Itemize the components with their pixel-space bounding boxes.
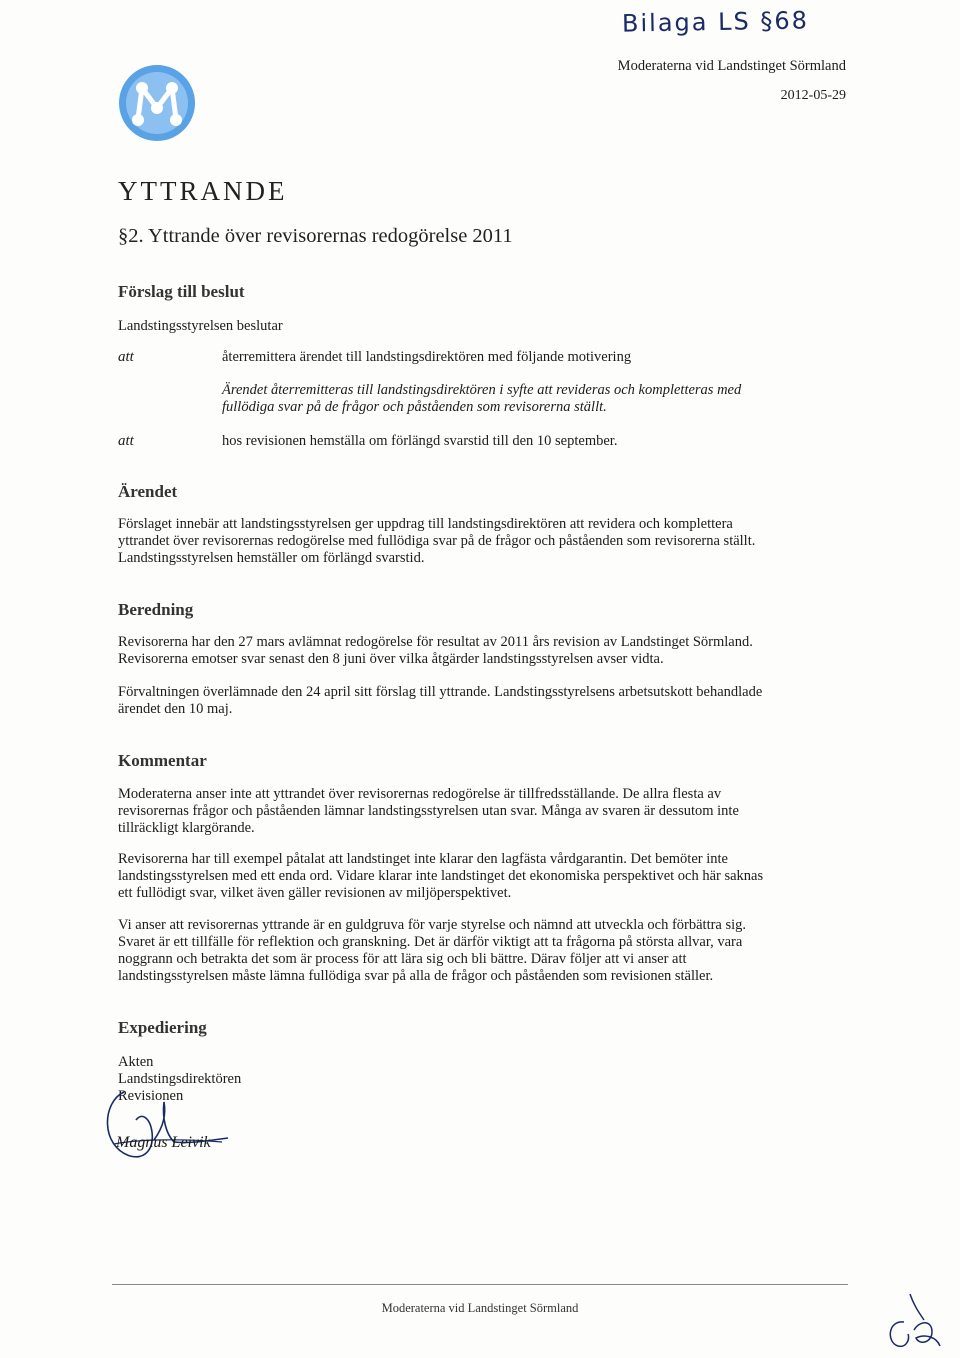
att-quote-line-1: Ärendet återremitteras till landstingsdirektören i syfte att revideras och kompletteras med: [222, 382, 742, 398]
text-line: Revisorerna har den 27 mars avlämnat redogörelse för resultat av 2011 års revision av Landstinget Sörmland.: [118, 634, 753, 650]
section-heading-kommentar: Kommentar: [118, 751, 207, 770]
decision-heading: Förslag till beslut: [118, 282, 245, 301]
footer-organization: Moderaterna vid Landstinget Sörmland: [381, 1301, 579, 1315]
recipient-item: Akten: [118, 1054, 154, 1070]
signature-name: Magnus Leivik: [116, 1134, 211, 1151]
signature-scribble-icon: [94, 1084, 234, 1164]
text-line: tillräckligt klargörande.: [118, 820, 255, 836]
text-line: ärendet den 10 maj.: [118, 701, 233, 717]
header-date: 2012-05-29: [780, 88, 846, 103]
kommentar-paragraph-1: [118, 786, 838, 837]
text-line: revisorernas frågor och påståenden lämnar landstingsstyrelsen utan svar. Många av svaren är dessutom inte: [118, 803, 739, 819]
section-heading-expediering: Expediering: [118, 1018, 207, 1037]
text-line: Revisorerna emotser svar senast den 8 juni över vilka åtgärder landstingsstyrelsen avser vidta.: [118, 651, 664, 667]
att-quote-line-2: fullödiga svar på de frågor och påståenden som revisorerna ställt.: [222, 399, 607, 415]
att-text-1: återremittera ärendet till landstingsdirektören med följande motivering: [222, 349, 632, 365]
document-title: §2. Yttrande över revisorernas redogörelse 2011: [118, 225, 513, 247]
text-line: Moderaterna anser inte att yttrandet över revisorernas redogörelse är tillfredsställande. De allra flesta av: [118, 786, 722, 802]
document-kind: YTTRANDE: [118, 176, 288, 206]
text-line: ett fullödigt svar, vilket även gäller revisionen av miljöperspektivet.: [118, 885, 512, 901]
att-label-2: att: [118, 433, 134, 449]
arendet-paragraph: [118, 516, 838, 567]
section-heading-arendet: Ärendet: [118, 482, 178, 501]
text-line: landstingsstyrelsen måste lämna fullödiga svar på alla de frågor och påståenden som revisionen ställer.: [118, 968, 714, 984]
beredning-paragraph-2: [118, 684, 838, 718]
text-line: noggrann och betrakta det som är process för att lära sig och bli bättre. Därav följer att vi anser att: [118, 951, 687, 967]
text-line: Svaret är ett tillfälle för reflektion och granskning. Det är därför viktigt att ta frågorna på största allvar, vara: [118, 934, 743, 950]
att-label-1: att: [118, 349, 134, 365]
recipient-item: Landstingsdirektören: [118, 1071, 242, 1087]
text-line: Revisorerna har till exempel påtalat att landstinget inte klarar den lagfästa vårdgarantin. Det bemöter inte: [118, 851, 728, 867]
text-line: Förvaltningen överlämnade den 24 april sitt förslag till yttrande. Landstingsstyrelsens arbetsutskott behandlade: [118, 684, 763, 700]
section-heading-beredning: Beredning: [118, 600, 194, 619]
decision-intro: Landstingsstyrelsen beslutar: [118, 318, 283, 334]
kommentar-paragraph-3: [118, 917, 838, 985]
text-line: Vi anser att revisorernas yttrande är en guldgruva för varje styrelse och nämnd att utveckla och förbättra sig.: [118, 917, 747, 933]
header-organization: Moderaterna vid Landstinget Sörmland: [617, 58, 846, 74]
footer-divider: [112, 1284, 848, 1285]
text-line: Förslaget innebär att landstingsstyrelsen ger uppdrag till landstingsdirektören att revidera och komplettera: [118, 516, 733, 532]
recipient-item: Revisionen: [118, 1088, 184, 1104]
beredning-paragraph-1: [118, 634, 838, 668]
text-line: yttrandet över revisorernas redogörelse med fullödiga svar på de frågor och påståenden som revisorerna ställt.: [118, 533, 756, 549]
handwritten-stamp: Bilaga LS §68: [621, 6, 810, 38]
text-line: Landstingsstyrelsen hemställer om förlängd svarstid.: [118, 550, 425, 566]
moderaterna-logo-icon: [118, 64, 196, 142]
text-line: landstingsstyrelsen med ett enda ord. Vidare klarar inte landstinget det ekonomiska perspektivet och här saknas: [118, 868, 764, 884]
kommentar-paragraph-2: [118, 851, 838, 902]
initials-scribble-icon: [880, 1290, 946, 1354]
att-text-2: hos revisionen hemställa om förlängd svarstid till den 10 september.: [222, 433, 618, 449]
